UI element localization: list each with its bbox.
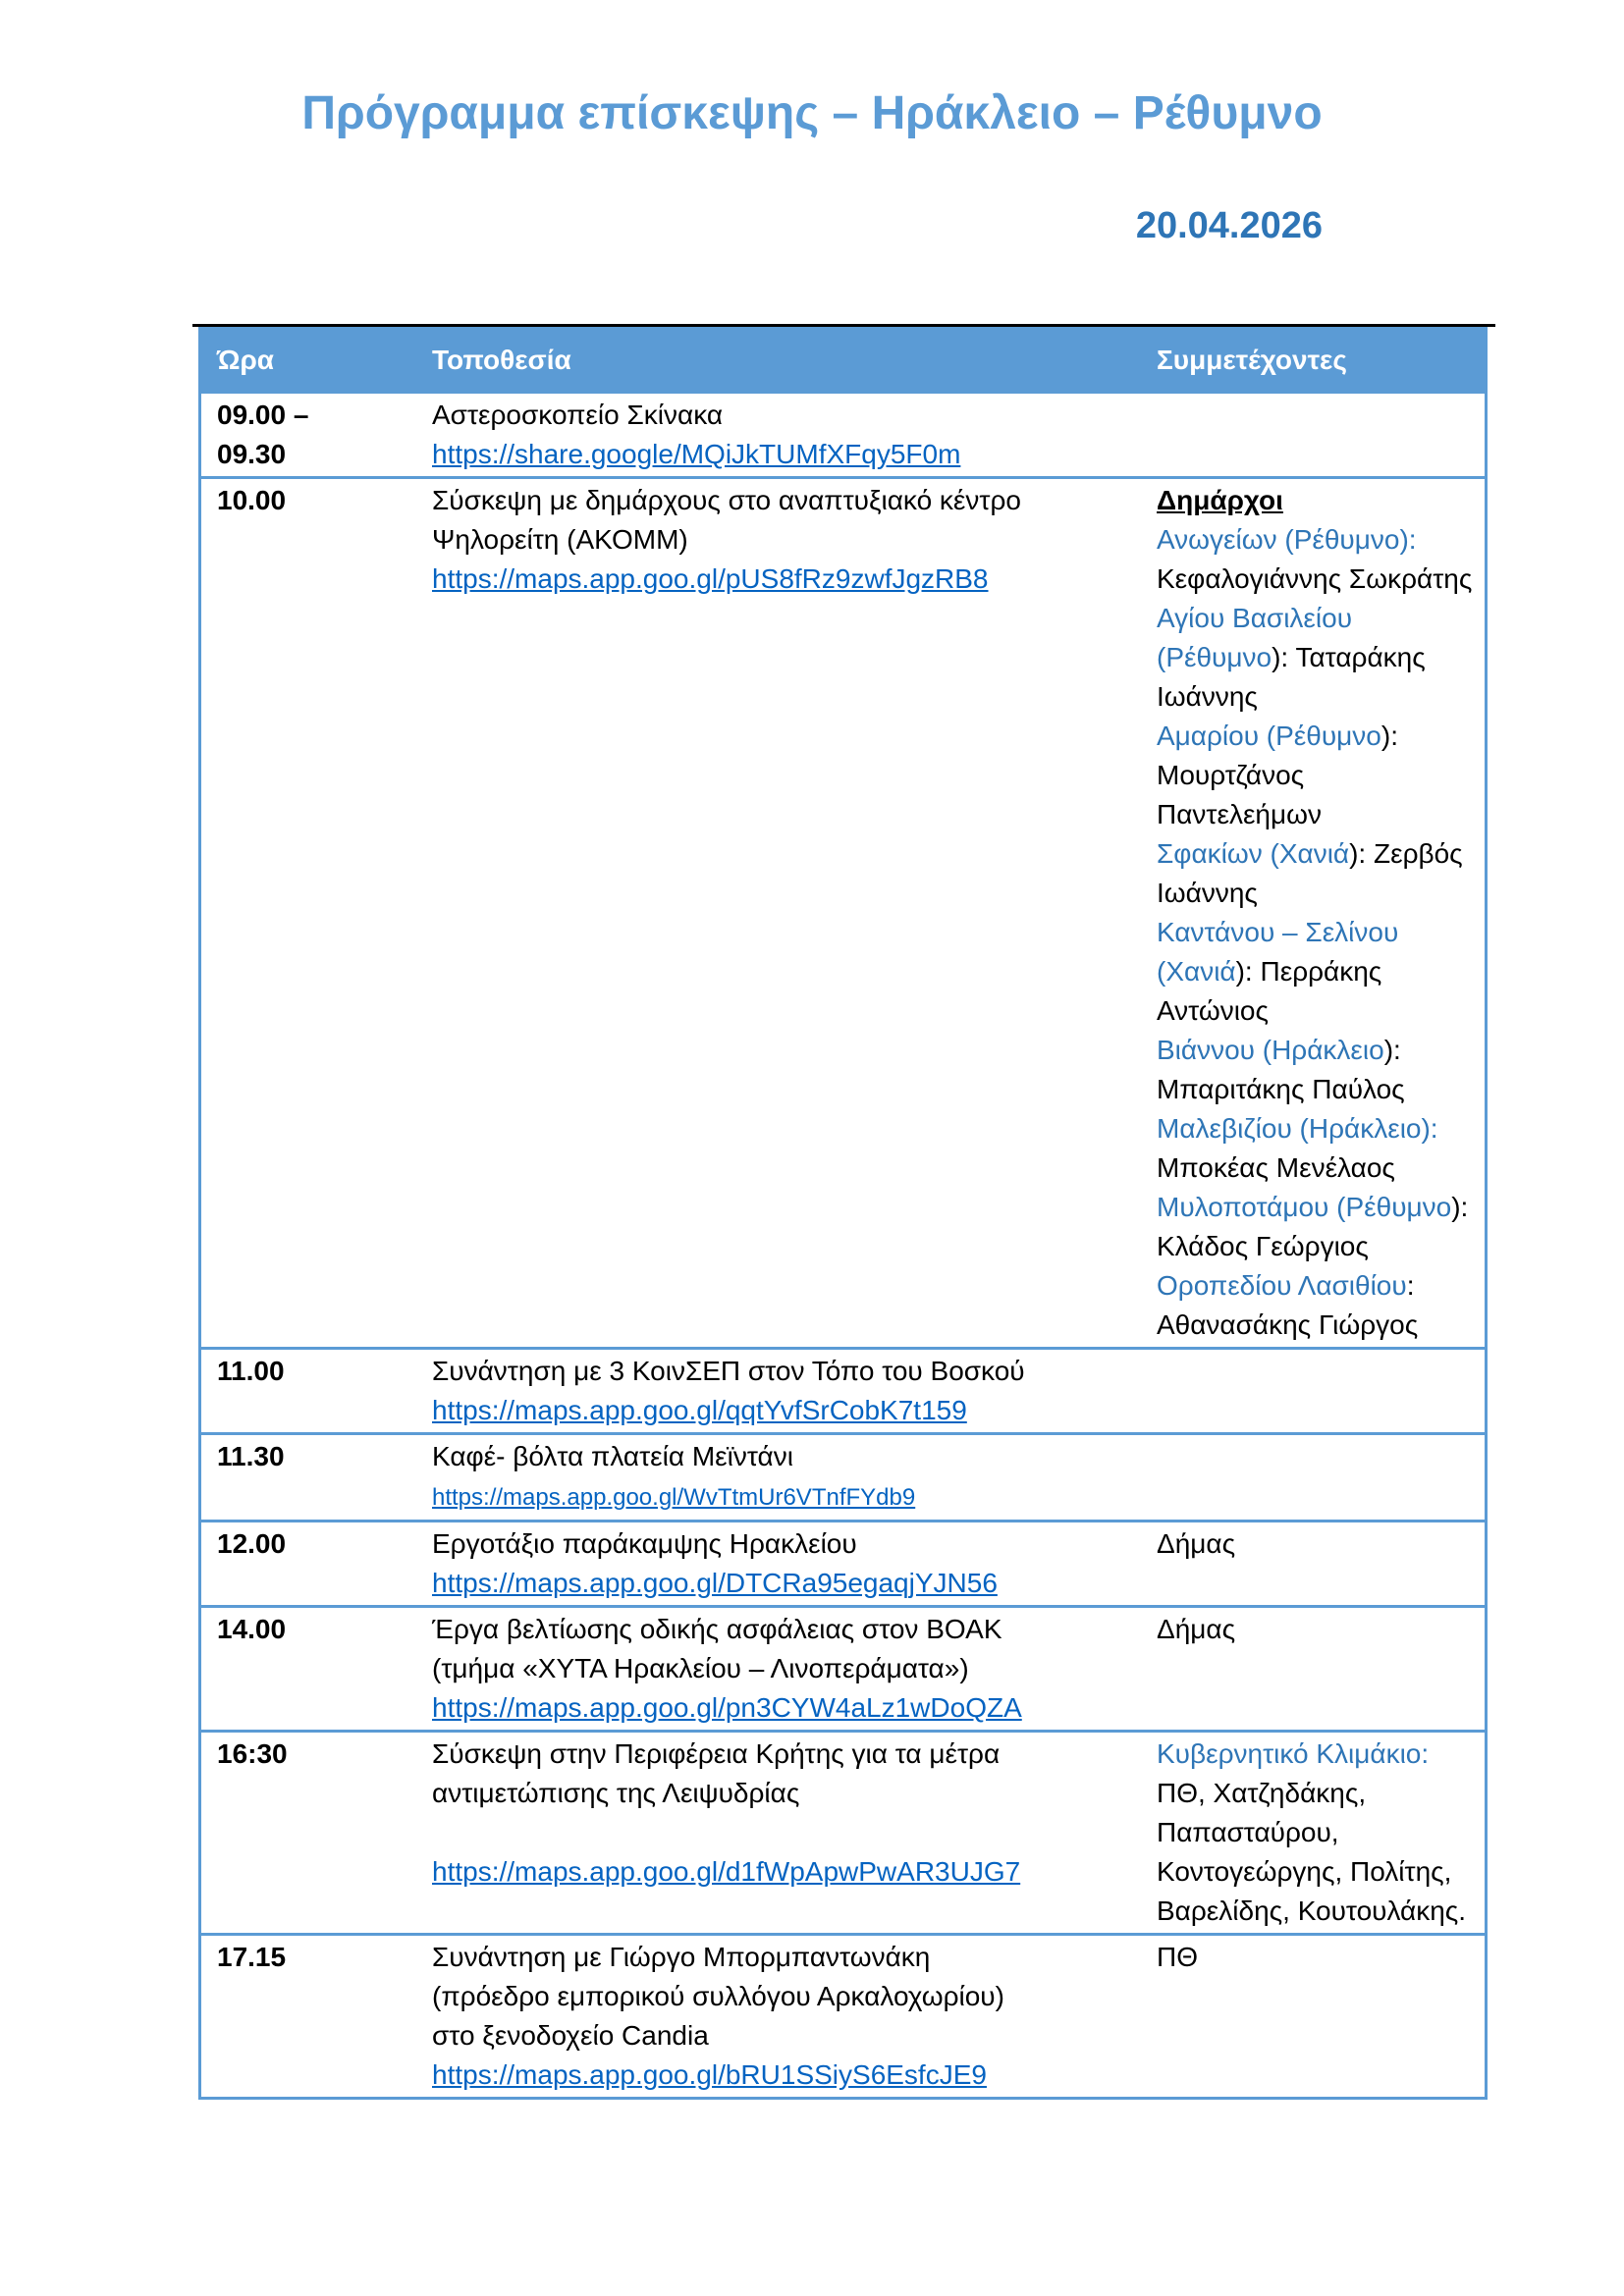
time-text: 11.00 [217,1356,285,1387]
participant-text: Βαρελίδης, Κουτουλάκης. [1157,1896,1467,1927]
time-cell [200,478,417,1349]
participant-line [1157,1188,1475,1227]
participants-cell [1141,393,1487,478]
participant-line [1157,1735,1475,1774]
participant-text: Κυβερνητικό Κλιμάκιο: [1157,1738,1430,1770]
participant-line [1157,1852,1475,1892]
schedule-body [200,393,1487,2099]
participants-cell [1141,1607,1487,1732]
participant-text: Παπασταύρου, [1157,1817,1339,1848]
map-link[interactable]: https://maps.app.goo.gl/DTCRa95egaqjYJN56 [432,1568,998,1599]
location-cell [416,1732,1141,1935]
participant-text: Ανωγείων (Ρέθυμνο): [1157,524,1417,556]
table-row [200,393,1487,478]
participant-text: ΠΘ [1157,1942,1198,1973]
participant-text: (Χανιά [1157,956,1236,988]
table-row [200,1522,1487,1607]
map-link[interactable]: https://share.google/MQiJkTUMfXFqy5F0m [432,439,961,470]
location-cell [416,1434,1141,1522]
participant-line [1157,1266,1475,1306]
participant-text: : [1406,1270,1415,1302]
participant-text: ): Περράκης [1235,956,1382,988]
participant-text: Αγίου Βασιλείου [1157,603,1353,634]
table-row [200,1349,1487,1434]
location-text: (τμήμα «ΧΥΤΑ Ηρακλείου – Λινοπεράματα») [432,1653,969,1684]
participant-text: Αμαρίου (Ρέθυμνο [1157,721,1381,752]
participant-line [1157,677,1475,717]
participant-line [1157,952,1475,991]
participant-text: Παντελεήμων [1157,799,1322,830]
table-row [200,478,1487,1349]
participant-line [1157,1227,1475,1266]
participant-text: Καντάνου – Σελίνου [1157,917,1399,948]
participant-text: Μουρτζάνος [1157,760,1305,791]
map-link[interactable]: https://maps.app.goo.gl/WvTtmUr6VTnfFYdb9 [432,1484,916,1512]
time-text: 11.30 [217,1441,285,1472]
location-text: Σύσκεψη στην Περιφέρεια Κρήτης για τα μέτρα [432,1738,1001,1770]
participant-line [1157,795,1475,834]
location-cell [416,1607,1141,1732]
participant-line [1157,560,1475,599]
location-link-line [432,2056,1131,2095]
participant-line [1157,520,1475,560]
location-text: Σύσκεψη με δημάρχους στο αναπτυξιακό κέντρο [432,485,1021,516]
location-link-line [432,560,1131,599]
participant-line [1157,1813,1475,1852]
map-link[interactable]: https://maps.app.goo.gl/pn3CYW4aLz1wDoQZA [432,1692,1022,1724]
participant-line [1157,756,1475,795]
location-text: Ψηλορείτη (ΑΚΟΜΜ) [432,524,688,556]
table-section [198,324,1488,2100]
participant-text: Οροπεδίου Λασιθίου [1157,1270,1407,1302]
participant-line [1157,874,1475,913]
location-link-line [432,1564,1131,1603]
location-text: Εργοτάξιο παράκαμψης Ηρακλείου [432,1528,857,1560]
participant-text: Αντώνιος [1157,995,1269,1027]
participant-text: Μαλεβιζίου (Ηράκλειο): [1157,1113,1438,1145]
participant-text: Μποκέας Μενέλαος [1157,1152,1395,1184]
participant-text: Σφακίων (Χανιά [1157,838,1350,870]
participant-text: Ιωάννης [1157,878,1258,909]
participant-text: ): Ζερβός [1349,838,1463,870]
time-text: 17.15 [217,1942,287,1973]
page-title: Πρόγραμμα επίσκεψης – Ηράκλειο – Ρέθυμνο [301,87,1323,139]
participant-line [1157,1774,1475,1813]
time-cell [200,1607,417,1732]
location-link-line [432,435,1131,474]
participant-text: Κλάδος Γεώργιος [1157,1231,1369,1262]
time-text: 12.00 [217,1528,287,1560]
location-link-line [432,1476,1131,1518]
time-text: 09.30 [217,439,287,470]
participants-cell [1141,1522,1487,1607]
participant-line [1157,1524,1475,1564]
participant-text: Αθανασάκης Γιώργος [1157,1309,1419,1341]
time-cell [200,1935,417,2099]
table-row [200,1935,1487,2099]
participant-line [1157,1306,1475,1345]
table-row [200,1607,1487,1732]
participant-line [1157,834,1475,874]
participant-line [1157,991,1475,1031]
participant-line [1157,481,1475,520]
column-header-participants: Συμμετέχοντες [1141,329,1487,393]
table-row [200,1434,1487,1522]
time-text: 16:30 [217,1738,288,1770]
participant-line [1157,1938,1475,1977]
map-link[interactable]: https://maps.app.goo.gl/qqtYvfSrCobK7t159 [432,1395,967,1426]
participants-cell [1141,478,1487,1349]
time-text: 10.00 [217,485,287,516]
participants-cell [1141,1349,1487,1434]
location-text: Συνάντηση με 3 ΚοινΣΕΠ στον Τόπο του Βοσκού [432,1356,1025,1387]
participant-text: ): [1451,1192,1469,1223]
document-date: 20.04.2026 [1135,205,1323,247]
location-link-line [432,1391,1131,1430]
participant-text: Μπαριτάκης Παύλος [1157,1074,1405,1105]
location-cell [416,1935,1141,2099]
participant-line [1157,1031,1475,1070]
schedule-table [198,327,1488,2100]
participant-text: ): [1383,1035,1401,1066]
participant-line [1157,638,1475,677]
participant-line [1157,599,1475,638]
participants-cell [1141,1935,1487,2099]
participant-text: Δήμας [1157,1528,1236,1560]
participant-text: Κοντογεώργης, Πολίτης, [1157,1856,1452,1888]
location-cell [416,478,1141,1349]
location-cell [416,393,1141,478]
location-link-line [432,1852,1131,1892]
participant-text: ΠΘ, Χατζηδάκης, [1157,1778,1367,1809]
participants-cell [1141,1434,1487,1522]
location-text: Συνάντηση με Γιώργο Μπορμπαντωνάκη [432,1942,931,1973]
participants-cell [1141,1732,1487,1935]
participant-line [1157,1109,1475,1148]
participant-text: Δήμας [1157,1614,1236,1645]
location-text: στο ξενοδοχείο Candia [432,2020,709,2052]
participant-text: Κεφαλογιάννης Σωκράτης [1157,563,1473,595]
time-text: 09.00 – [217,400,309,431]
location-text: Αστεροσκοπείο Σκίνακα [432,400,724,431]
map-link[interactable]: https://maps.app.goo.gl/bRU1SSiyS6EsfcJE9 [432,2059,987,2091]
time-cell [200,1522,417,1607]
participant-line [1157,1610,1475,1649]
location-text: αντιμετώπισης της Λειψυδρίας [432,1778,800,1809]
time-text: 14.00 [217,1614,287,1645]
location-cell [416,1349,1141,1434]
map-link[interactable]: https://maps.app.goo.gl/d1fWpApwPwAR3UJG7 [432,1856,1021,1888]
participant-line [1157,913,1475,952]
time-cell [200,1434,417,1522]
column-header-time: Ώρα [200,329,417,393]
column-header-location: Τοποθεσία [416,329,1141,393]
location-text: Καφέ- βόλτα πλατεία Μεϊντάνι [432,1441,793,1472]
participant-text: Ιωάννης [1157,681,1258,713]
participant-text: Μυλοποτάμου (Ρέθυμνο [1157,1192,1452,1223]
map-link[interactable]: https://maps.app.goo.gl/pUS8fRz9zwfJgzRB8 [432,563,989,595]
location-text: (πρόεδρο εμπορικού συλλόγου Αρκαλοχωρίου) [432,1981,1004,2012]
participant-text: (Ρέθυμνο [1157,642,1272,673]
participant-line [1157,1148,1475,1188]
location-text [432,1813,1131,1852]
location-cell [416,1522,1141,1607]
participant-line [1157,717,1475,756]
participant-text: ): Ταταράκης [1272,642,1426,673]
participant-line [1157,1070,1475,1109]
time-cell [200,1732,417,1935]
participant-text: ): [1380,721,1398,752]
participant-text: Βιάννου (Ηράκλειο [1157,1035,1384,1066]
time-cell [200,393,417,478]
table-row [200,1732,1487,1935]
location-text: Έργα βελτίωσης οδικής ασφάλειας στον ΒΟΑΚ [432,1614,1002,1645]
participant-line [1157,1892,1475,1931]
participant-text: Δημάρχοι [1157,485,1283,516]
location-link-line [432,1688,1131,1728]
table-header-row [200,329,1487,393]
time-cell [200,1349,417,1434]
